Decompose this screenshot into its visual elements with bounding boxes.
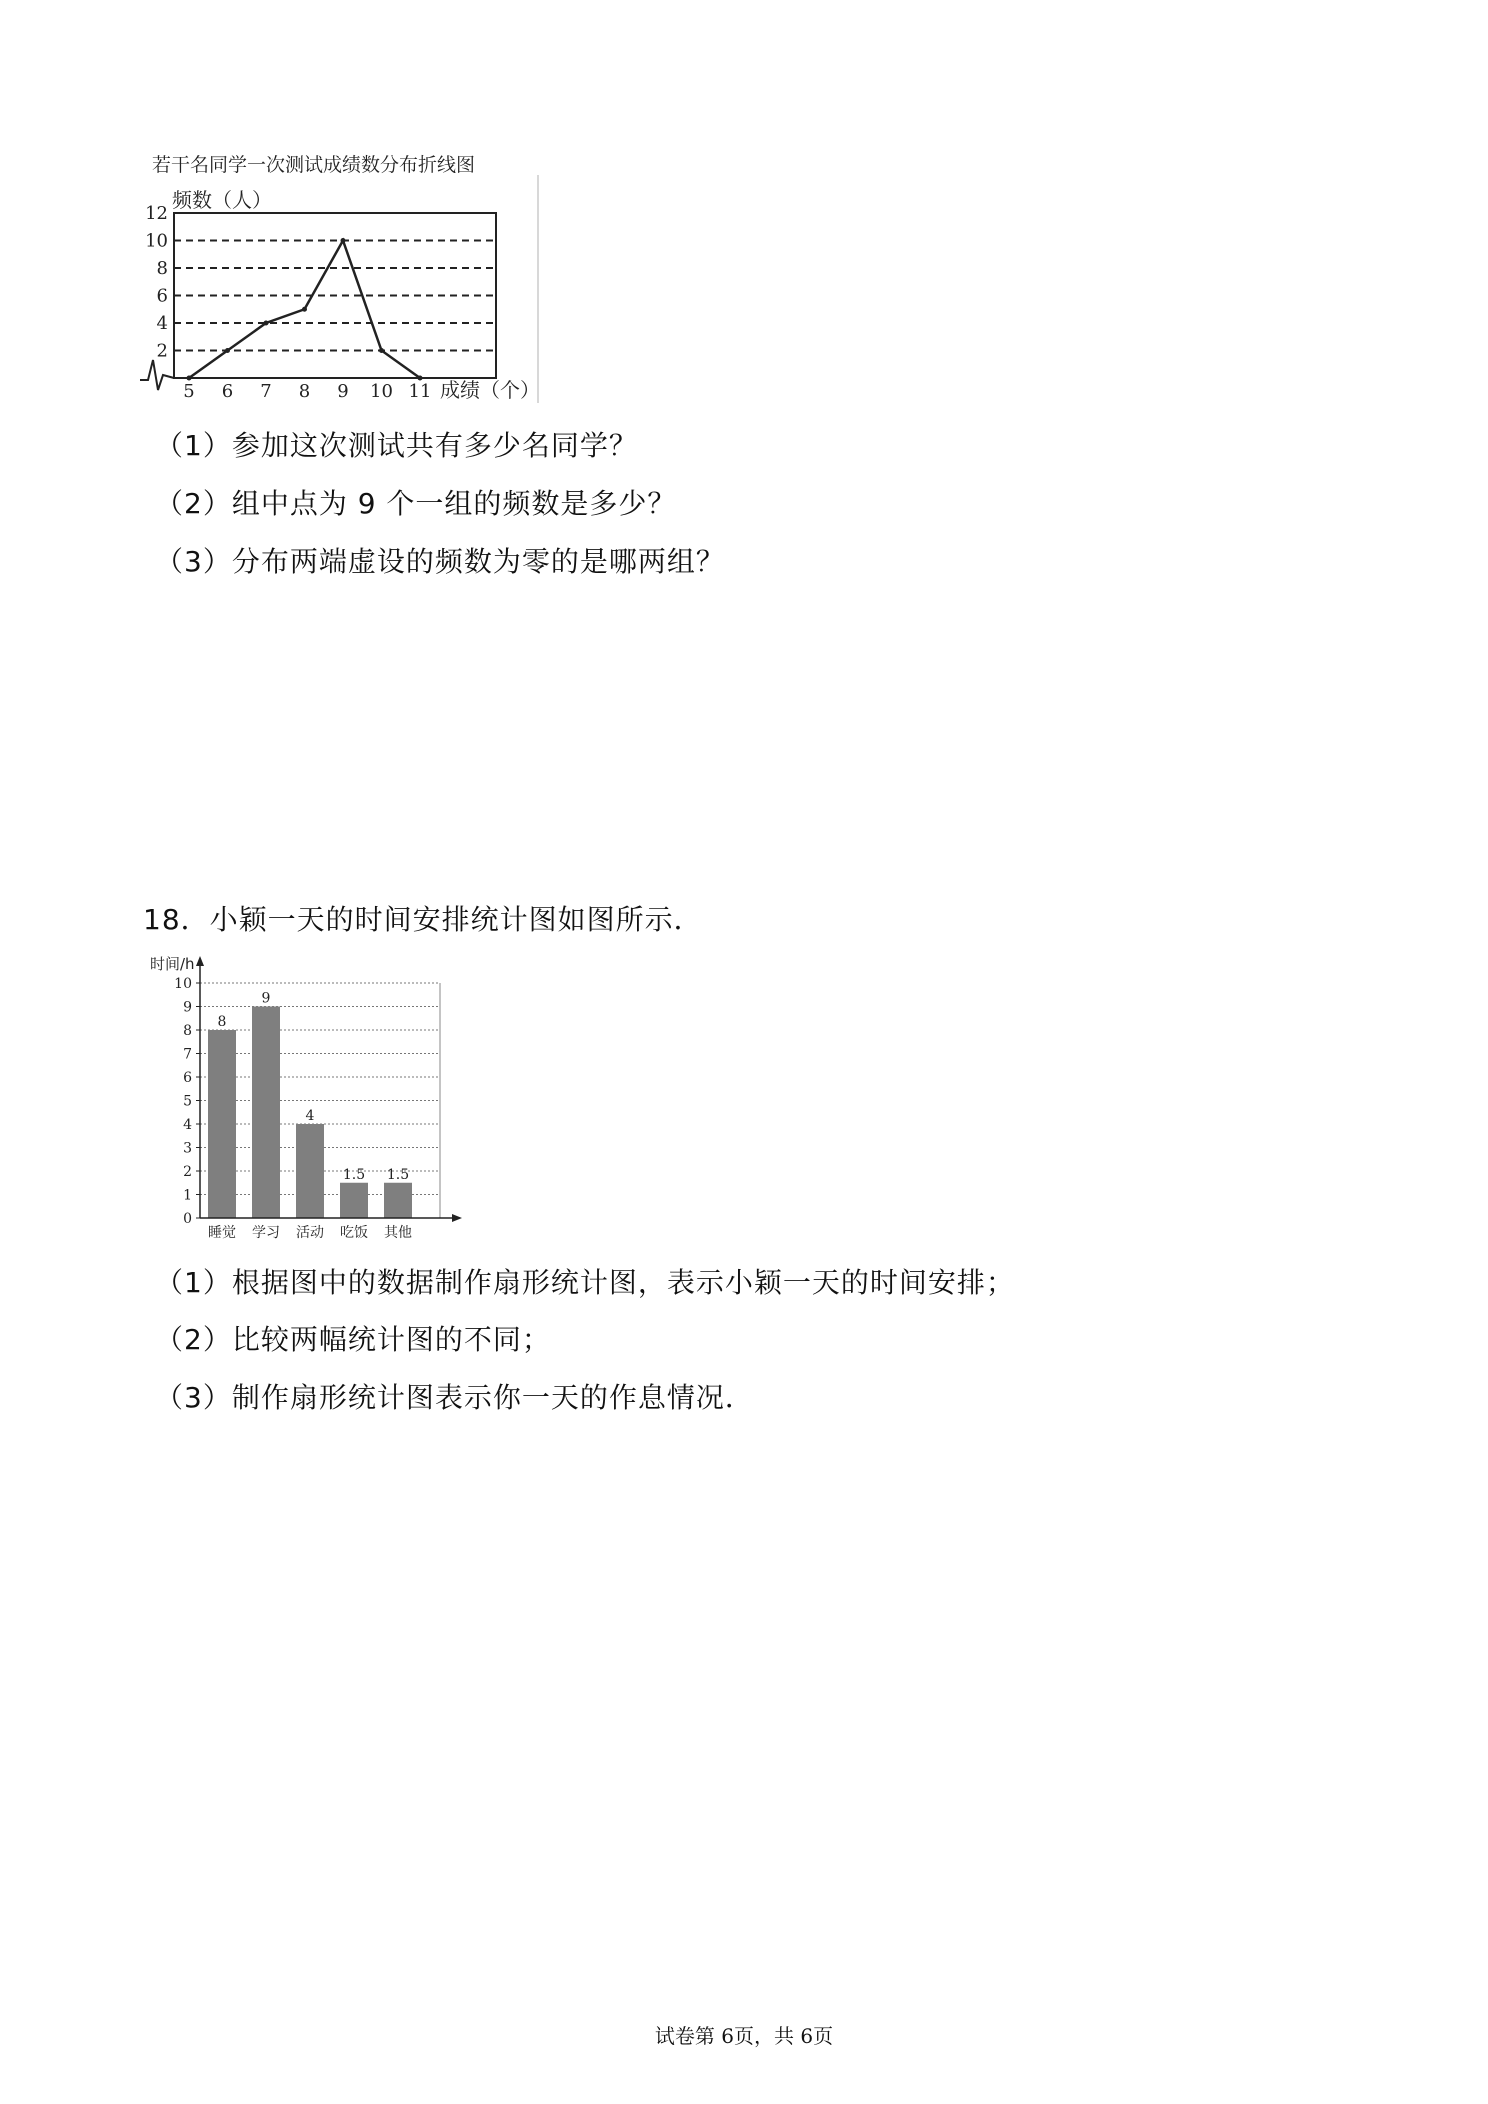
bar [252,1007,280,1219]
data-point [302,307,307,312]
x-tick-label: 7 [260,381,272,402]
line-chart-y-label: 频数（人） [172,188,272,212]
category-label: 学习 [252,1225,280,1241]
y-tick-label: 12 [145,203,168,224]
y-tick-label: 5 [183,1093,192,1110]
bar [208,1030,236,1218]
x-tick-label: 5 [183,381,195,402]
x-tick-label: 9 [337,381,349,402]
y-tick-label: 9 [183,999,192,1016]
data-point [264,321,269,326]
category-label: 活动 [296,1225,324,1241]
y-tick-label: 7 [183,1046,192,1063]
y-tick-label: 10 [174,976,192,992]
x-tick-label: 6 [221,381,234,402]
data-point [379,348,384,353]
q18-item-1: （1）根据图中的数据制作扇形统计图，表示小颖一天的时间安排； [155,1266,1015,1299]
x-tick-label: 11 [408,381,432,402]
y-tick-label: 0 [183,1211,192,1227]
x-tick-label: 8 [298,381,311,402]
category-label: 吃饭 [340,1225,368,1241]
axis-break-mark [140,360,174,390]
frequency-line-chart [140,175,550,405]
y-tick-label: 4 [156,313,168,334]
q18-item-3: （3）制作扇形统计图表示你一天的作息情况． [155,1381,754,1414]
category-label: 睡觉 [208,1225,236,1241]
category-label: 其他 [384,1225,412,1241]
y-tick-label: 4 [183,1117,192,1133]
bar-value-label: 8 [217,1014,227,1030]
y-tick-label: 2 [183,1164,192,1180]
q17-item-3: （3）分布两端虚设的频数为零的是哪两组？ [155,545,725,578]
x-axis-arrow [452,1214,462,1222]
bar-value-label: 4 [305,1108,315,1124]
bar [384,1183,412,1218]
bar [296,1124,324,1218]
bar-value-label: 1.5 [386,1166,410,1183]
bar-value-label: 1.5 [342,1166,366,1183]
y-tick-label: 6 [183,1070,192,1086]
data-point [225,348,230,353]
time-bar-chart [140,952,470,1252]
data-point [418,376,423,381]
bar [340,1183,368,1218]
y-axis-arrow [196,956,204,966]
line-chart-x-label: 成绩（个） [440,378,540,402]
y-tick-label: 8 [156,258,168,279]
y-tick-label: 6 [156,285,168,307]
q17-item-1: （1）参加这次测试共有多少名同学？ [155,429,638,462]
line-chart-title: 若干名同学一次测试成绩数分布折线图 [152,154,476,176]
q17-item-2: （2）组中点为 9 个一组的频数是多少？ [155,487,677,520]
q18-stem: 18．小颖一天的时间安排统计图如图所示． [143,903,703,936]
y-tick-label: 10 [145,230,168,252]
y-tick-label: 1 [183,1187,192,1204]
data-point [341,238,346,243]
bar-chart-y-label: 时间/h [150,955,195,973]
page-footer: 试卷第 6页，共 6页 [654,2024,834,2048]
bar-value-label: 9 [261,990,271,1007]
y-tick-label: 3 [183,1140,192,1157]
data-point [187,376,192,381]
y-tick-label: 8 [183,1023,192,1039]
x-tick-label: 10 [370,381,393,402]
y-tick-label: 2 [156,340,168,362]
q18-item-2: （2）比较两幅统计图的不同； [155,1323,551,1356]
